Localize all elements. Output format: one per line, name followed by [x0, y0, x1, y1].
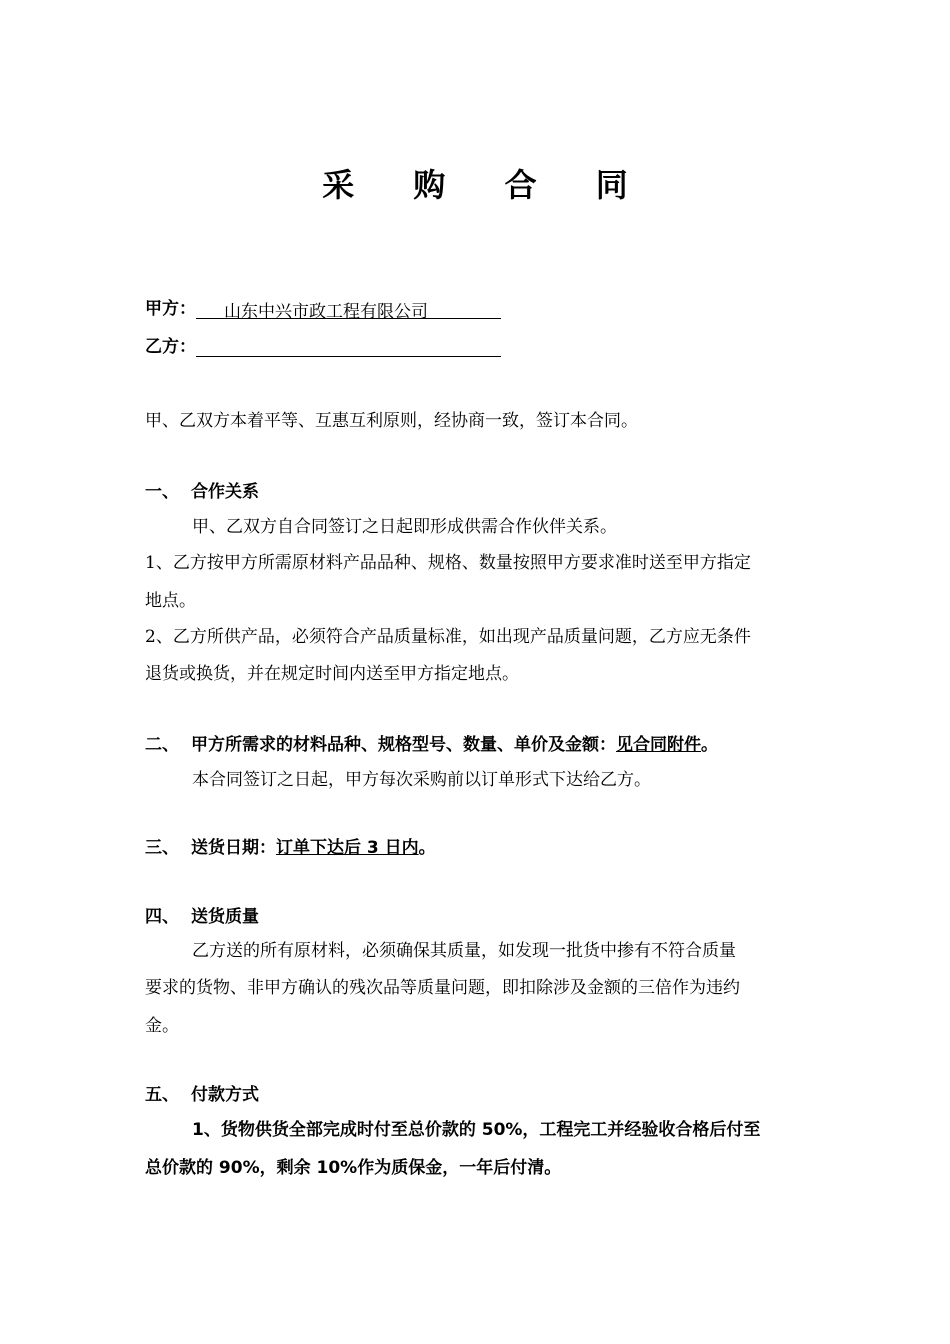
section-4-title: 送货质量 [191, 907, 259, 927]
section-3-title: 送货日期： [191, 838, 276, 858]
section-1-title: 合作关系 [191, 482, 259, 502]
section-4-number: 四、 [145, 907, 179, 927]
section-1-text: 甲、乙双方自合同签订之日起即形成供需合作伙伴关系。 [192, 517, 617, 537]
section-2-title: 甲方所需求的材料品种、规格型号、数量、单价及金额： [191, 735, 616, 755]
section-1-item-1a: 1、乙方按甲方所需原材料产品品种、规格、数量按照甲方要求准时送至甲方指定 [145, 553, 751, 573]
section-4-text-b: 要求的货物、非甲方确认的残次品等质量问题，即扣除涉及金额的三倍作为违约 [145, 978, 740, 998]
section-2-end: 。 [701, 735, 718, 755]
party-a-value: 山东中兴市政工程有限公司 [196, 297, 501, 319]
party-a-label: 甲方： [145, 299, 196, 319]
section-4-heading [145, 902, 259, 927]
section-2-heading [145, 730, 718, 755]
appendix-reference: 见合同附件 [616, 735, 701, 755]
section-4-text-a: 乙方送的所有原材料，必须确保其质量，如发现一批货中掺有不符合质量 [192, 941, 736, 961]
section-3-heading [145, 833, 436, 858]
document-title: 采 购 合 同 [322, 166, 652, 204]
party-a-line [145, 294, 501, 322]
section-1-heading [145, 477, 259, 502]
section-1-item-1b: 地点。 [145, 591, 196, 611]
section-1-item-2b: 退货或换货，并在规定时间内送至甲方指定地点。 [145, 664, 519, 684]
section-1-item-2a: 2、乙方所供产品，必须符合产品质量标准，如出现产品质量问题，乙方应无条件 [145, 627, 751, 647]
section-5-heading [145, 1080, 259, 1105]
section-1-number: 一、 [145, 482, 179, 502]
section-2-number: 二、 [145, 735, 179, 755]
section-5-number: 五、 [145, 1085, 179, 1105]
section-4-text-c: 金。 [145, 1016, 179, 1036]
party-b-value [196, 335, 501, 357]
section-3-end: 。 [418, 838, 436, 858]
delivery-date-value: 订单下达后 3 日内 [276, 838, 419, 858]
section-5-text-a: 1、货物供货全部完成时付至总价款的 50%，工程完工并经验收合格后付至 [192, 1120, 761, 1140]
section-3-number: 三、 [145, 838, 179, 858]
party-b-label: 乙方： [145, 337, 196, 357]
section-2-text: 本合同签订之日起，甲方每次采购前以订单形式下达给乙方。 [192, 770, 651, 790]
section-5-title: 付款方式 [191, 1085, 259, 1105]
intro-paragraph: 甲、乙双方本着平等、互惠互利原则，经协商一致，签订本合同。 [145, 411, 638, 431]
party-b-line [145, 332, 501, 357]
section-5-text-b: 总价款的 90%，剩余 10%作为质保金，一年后付清。 [145, 1158, 562, 1178]
